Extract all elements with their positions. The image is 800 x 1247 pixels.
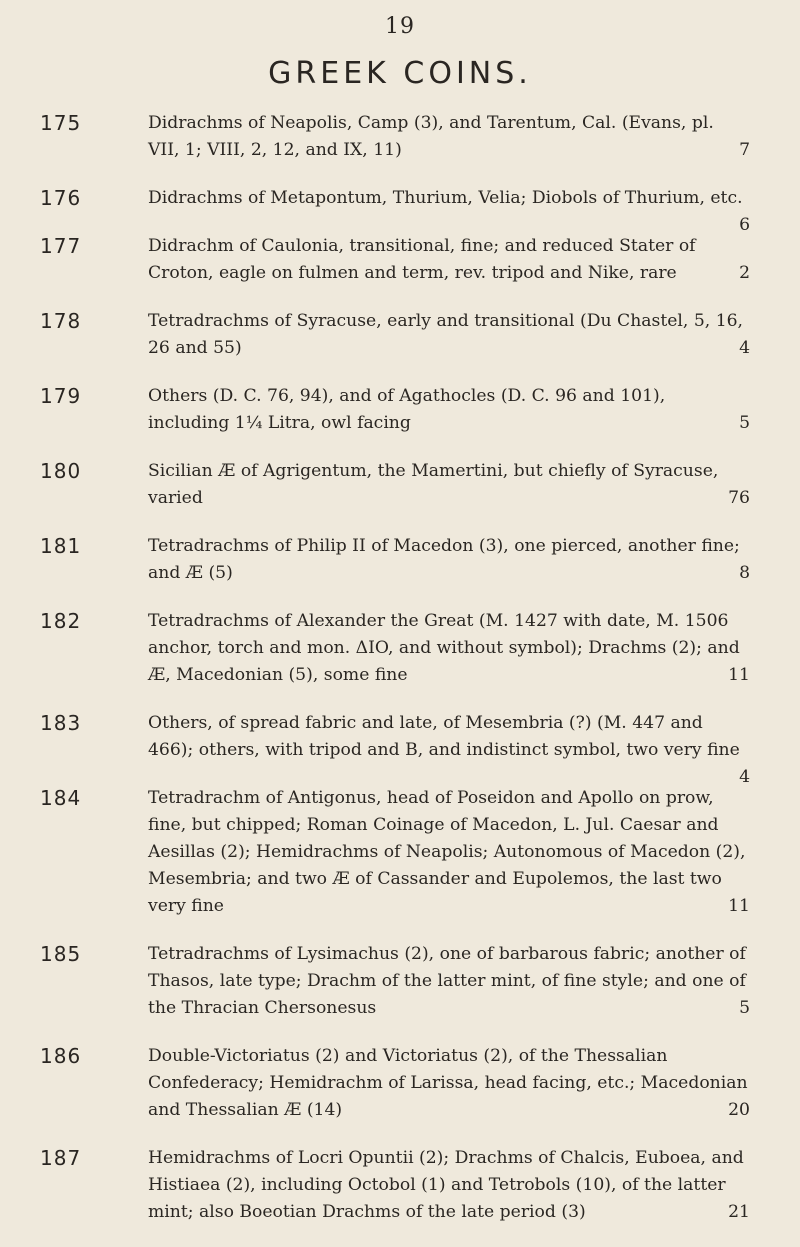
lot-description: Tetradrachm of Antigonus, head of Poseidon and Apollo on prow, fine, but chipped; Roman Coinage of Macedon, L. Jul. Caesar and Aesillas (2); Hemidrachms of Neapolis; Autonomous of Macedon (2), Mesembria; and two Æ of Cassander and Eupolemos, the last two very fine <box>148 788 746 916</box>
lot-item <box>0 308 800 362</box>
lot-number: 187 <box>40 1146 82 1170</box>
lot-quantity: 20 <box>728 1100 750 1120</box>
lot-number: 175 <box>40 111 82 135</box>
lot-item <box>0 458 800 512</box>
lot-quantity: 4 <box>739 767 750 787</box>
lot-number: 186 <box>40 1044 82 1068</box>
lot-item <box>0 383 800 437</box>
lot-description: Tetradrachms of Philip II of Macedon (3), one pierced, another fine; and Æ (5) <box>148 536 740 583</box>
lot-number: 183 <box>40 711 82 735</box>
lot-number: 176 <box>40 186 82 210</box>
lot-number: 181 <box>40 534 82 558</box>
lot-description: Didrachms of Metapontum, Thurium, Velia; Diobols of Thurium, etc. <box>148 188 743 208</box>
lot-description: Others (D. C. 76, 94), and of Agathocles (D. C. 96 and 101), including 1¼ Litra, owl facing <box>148 386 666 433</box>
lot-quantity: 8 <box>739 563 750 583</box>
lot-quantity: 11 <box>728 665 750 685</box>
page-number: 19 <box>385 14 415 39</box>
lot-item <box>0 185 800 235</box>
lot-item <box>0 608 800 689</box>
lot-quantity: 11 <box>728 896 750 916</box>
lot-item <box>0 110 800 164</box>
lot-item <box>0 1145 800 1226</box>
lot-description: Double-Victoriatus (2) and Victoriatus (2), of the Thessalian Confederacy; Hemidrachm of Larissa, head facing, etc.; Macedonian and Thessalian Æ (14) <box>148 1046 748 1120</box>
lot-description: Tetradrachms of Alexander the Great (M. 1427 with date, M. 1506 anchor, torch and mon. ΔIO, and without symbol); Drachms (2); and Æ, Macedonian (5), some fine <box>148 611 740 685</box>
lot-number: 185 <box>40 942 82 966</box>
lot-quantity: 76 <box>728 488 750 508</box>
lot-description: Hemidrachms of Locri Opuntii (2); Drachms of Chalcis, Euboea, and Histiaea (2), including Octobol (1) and Tetrobols (10), of the latter mint; also Boeotian Drachms of the late period (3) <box>148 1148 744 1222</box>
lot-quantity: 5 <box>739 413 750 433</box>
lot-list <box>0 110 800 1247</box>
lot-number: 177 <box>40 234 82 258</box>
lot-item <box>0 533 800 587</box>
lot-item <box>0 941 800 1022</box>
lot-item <box>0 233 800 287</box>
page-heading: GREEK COINS. <box>268 56 532 91</box>
lot-quantity: 5 <box>739 998 750 1018</box>
lot-description: Didrachms of Neapolis, Camp (3), and Tarentum, Cal. (Evans, pl. VII, 1; VIII, 2, 12, and IX, 11) <box>148 113 714 160</box>
lot-quantity: 2 <box>739 263 750 283</box>
lot-description: Tetradrachms of Lysimachus (2), one of barbarous fabric; another of Thasos, late type; Drachm of the latter mint, of fine style; and one of the Thracian Chersonesus <box>148 944 746 1018</box>
lot-number: 184 <box>40 786 82 810</box>
lot-description: Sicilian Æ of Agrigentum, the Mamertini, but chiefly of Syracuse, varied <box>148 461 719 508</box>
lot-quantity: 7 <box>739 140 750 160</box>
lot-item <box>0 1043 800 1124</box>
lot-description: Tetradrachms of Syracuse, early and transitional (Du Chastel, 5, 16, 26 and 55) <box>148 311 744 358</box>
lot-number: 178 <box>40 309 82 333</box>
lot-description: Others, of spread fabric and late, of Mesembria (?) (M. 447 and 466); others, with tripod and B, and indistinct symbol, two very fine <box>148 713 740 760</box>
lot-number: 180 <box>40 459 82 483</box>
lot-description: Didrachm of Caulonia, transitional, fine; and reduced Stater of Croton, eagle on fulmen and term, rev. tripod and Nike, rare <box>148 236 696 283</box>
lot-quantity: 21 <box>728 1202 750 1222</box>
lot-number: 179 <box>40 384 82 408</box>
lot-quantity: 6 <box>739 215 750 235</box>
lot-number: 182 <box>40 609 82 633</box>
lot-quantity: 4 <box>739 338 750 358</box>
lot-item <box>0 785 800 920</box>
lot-item <box>0 710 800 787</box>
